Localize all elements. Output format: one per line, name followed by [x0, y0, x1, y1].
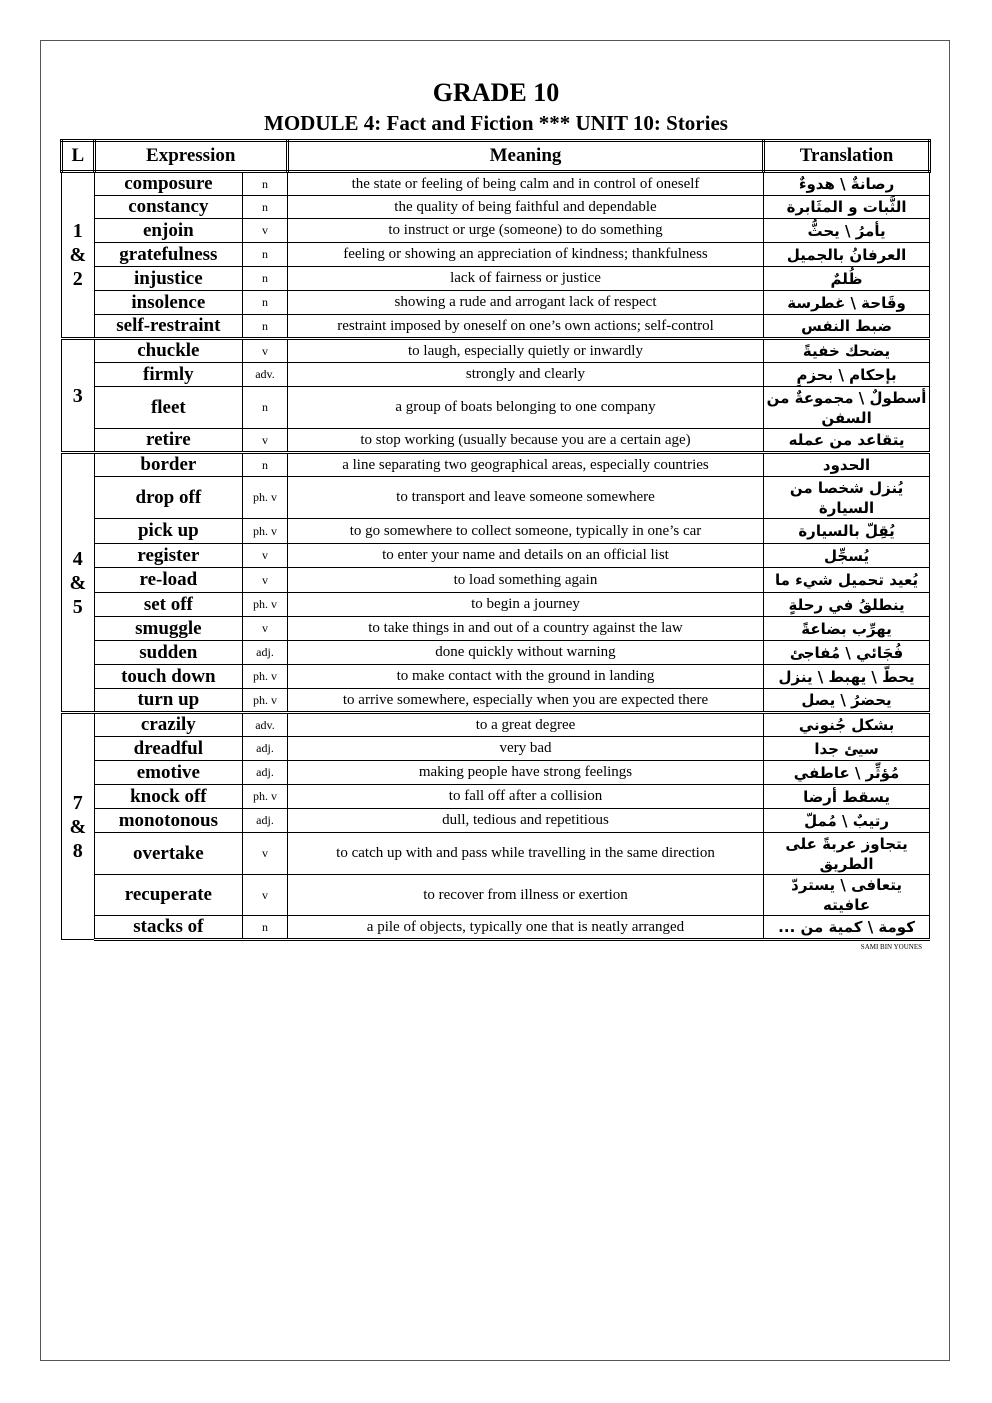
header-expression: Expression [94, 141, 287, 172]
lesson-cell [62, 172, 95, 339]
meaning-cell: to stop working (usually because you are a certain age) [287, 429, 763, 453]
table-row [62, 477, 930, 519]
part-of-speech-cell: adv. [243, 713, 288, 737]
page-subtitle: MODULE 4: Fact and Fiction *** UNIT 10: Stories [264, 111, 728, 135]
translation-cell: يتعافى \ يستردّ عافيته [764, 875, 930, 916]
meaning-cell: to transport and leave someone somewhere [287, 477, 763, 519]
meaning-cell: to a great degree [287, 713, 763, 737]
expression-cell: smuggle [94, 617, 243, 641]
table-row [62, 568, 930, 593]
part-of-speech-cell: n [243, 267, 288, 291]
table-body [62, 172, 930, 940]
table-row [62, 196, 930, 219]
table-row [62, 219, 930, 243]
expression-cell: touch down [94, 665, 243, 689]
translation-cell: يتقاعد من عمله [764, 429, 930, 453]
part-of-speech-cell: ph. v [243, 519, 288, 544]
meaning-cell: to enter your name and details on an official list [287, 544, 763, 568]
table-row [62, 544, 930, 568]
header-lesson: L [62, 141, 95, 172]
part-of-speech-cell: v [243, 339, 288, 363]
part-of-speech-cell: v [243, 219, 288, 243]
meaning-cell: to fall off after a collision [287, 785, 763, 809]
expression-cell: border [94, 453, 243, 477]
part-of-speech-cell: n [243, 387, 288, 429]
table-row [62, 641, 930, 665]
expression-cell: knock off [94, 785, 243, 809]
lesson-number: & [69, 571, 87, 594]
translation-cell: وقَاحة \ غطرسة [764, 291, 930, 315]
part-of-speech-cell: v [243, 429, 288, 453]
lesson-number: & [69, 244, 87, 266]
meaning-cell: to arrive somewhere, especially when you are expected there [287, 689, 763, 713]
part-of-speech-cell: n [243, 196, 288, 219]
meaning-cell: strongly and clearly [287, 363, 763, 387]
part-of-speech-cell: adj. [243, 641, 288, 665]
part-of-speech-cell: ph. v [243, 785, 288, 809]
translation-cell: يُعيد تحميل شيء ما [764, 568, 930, 593]
part-of-speech-cell: v [243, 544, 288, 568]
translation-cell: الثَّبات و المثَابرة [764, 196, 930, 219]
meaning-cell: a pile of objects, typically one that is neatly arranged [287, 916, 763, 940]
part-of-speech-cell: ph. v [243, 665, 288, 689]
part-of-speech-cell: adj. [243, 761, 288, 785]
translation-cell: ظُلمٌ [764, 267, 930, 291]
meaning-cell: dull, tedious and repetitious [287, 809, 763, 833]
expression-cell: drop off [94, 477, 243, 519]
translation-cell: ضبط النفس [764, 315, 930, 339]
part-of-speech-cell: n [243, 243, 288, 267]
lesson-number: 2 [72, 268, 83, 290]
lesson-number: 1 [72, 220, 83, 242]
expression-cell: overtake [94, 833, 243, 875]
table-header-row [62, 141, 930, 172]
translation-cell: يهرِّب بضاعةً [764, 617, 930, 641]
part-of-speech-cell: n [243, 172, 288, 196]
table-row [62, 315, 930, 339]
table-row [62, 875, 930, 916]
part-of-speech-cell: v [243, 875, 288, 916]
translation-cell: يضحك خفيةً [764, 339, 930, 363]
table-row [62, 363, 930, 387]
translation-cell: ينطلقُ في رحلةٍ [764, 593, 930, 617]
translation-cell: بشكل جُنوني [764, 713, 930, 737]
table-row [62, 617, 930, 641]
lesson-number: & [69, 815, 87, 838]
lesson-number: 7 [72, 791, 83, 814]
table-row [62, 519, 930, 544]
expression-cell: composure [94, 172, 243, 196]
expression-cell: insolence [94, 291, 243, 315]
expression-cell: recuperate [94, 875, 243, 916]
expression-cell: injustice [94, 267, 243, 291]
table-row [62, 785, 930, 809]
meaning-cell: lack of fairness or justice [287, 267, 763, 291]
expression-cell: fleet [94, 387, 243, 429]
translation-cell: يتجاوز عربةً على الطريق [764, 833, 930, 875]
part-of-speech-cell: v [243, 568, 288, 593]
expression-cell: constancy [94, 196, 243, 219]
expression-cell: chuckle [94, 339, 243, 363]
meaning-cell: making people have strong feelings [287, 761, 763, 785]
table-row [62, 291, 930, 315]
lesson-number: 5 [72, 595, 83, 618]
table-row [62, 243, 930, 267]
table-row [62, 339, 930, 363]
lesson-cell [62, 453, 95, 713]
meaning-cell: a group of boats belonging to one company [287, 387, 763, 429]
translation-cell: كومة \ كمية من ... [764, 916, 930, 940]
translation-cell: مُؤثِّر \ عاطفي [764, 761, 930, 785]
table-row [62, 713, 930, 737]
expression-cell: gratefulness [94, 243, 243, 267]
meaning-cell: the state or feeling of being calm and in control of oneself [287, 172, 763, 196]
part-of-speech-cell: v [243, 617, 288, 641]
translation-cell: رتيبٌ \ مُملّ [764, 809, 930, 833]
meaning-cell: the quality of being faithful and dependable [287, 196, 763, 219]
translation-cell: يسقط أرضا [764, 785, 930, 809]
lesson-cell [62, 339, 95, 453]
part-of-speech-cell: n [243, 291, 288, 315]
lesson-number: 4 [72, 547, 83, 570]
translation-cell: أسطولٌ \ مجموعةٌ من السفن [764, 387, 930, 429]
translation-cell: سيئ جدا [764, 737, 930, 761]
expression-cell: retire [94, 429, 243, 453]
part-of-speech-cell: adv. [243, 363, 288, 387]
table-row [62, 429, 930, 453]
meaning-cell: restraint imposed by oneself on one’s own actions; self-control [287, 315, 763, 339]
table-row [62, 689, 930, 713]
expression-cell: firmly [94, 363, 243, 387]
table-row [62, 737, 930, 761]
table-row [62, 453, 930, 477]
page-title: GRADE 10 [432, 78, 560, 107]
meaning-cell: to load something again [287, 568, 763, 593]
expression-cell: pick up [94, 519, 243, 544]
translation-cell: يحطّ \ يهبط \ ينزل [764, 665, 930, 689]
meaning-cell: to recover from illness or exertion [287, 875, 763, 916]
expression-cell: sudden [94, 641, 243, 665]
part-of-speech-cell: n [243, 916, 288, 940]
table-row [62, 387, 930, 429]
part-of-speech-cell: ph. v [243, 477, 288, 519]
table-row [62, 172, 930, 196]
meaning-cell: to laugh, especially quietly or inwardly [287, 339, 763, 363]
table-row [62, 761, 930, 785]
translation-cell: يأمرُ \ يحثُّ [764, 219, 930, 243]
meaning-cell: to make contact with the ground in landing [287, 665, 763, 689]
translation-cell: رصانةٌ \ هدوءٌ [764, 172, 930, 196]
meaning-cell: feeling or showing an appreciation of kindness; thankfulness [287, 243, 763, 267]
table-row [62, 665, 930, 689]
meaning-cell: to begin a journey [287, 593, 763, 617]
lesson-number: 8 [72, 839, 83, 862]
translation-cell: يُقِلّ بالسيارة [764, 519, 930, 544]
translation-cell: يحضرُ \ يصل [764, 689, 930, 713]
lesson-number: 3 [72, 384, 83, 407]
part-of-speech-cell: ph. v [243, 689, 288, 713]
translation-cell: يُنزل شخصا من السيارة [764, 477, 930, 519]
part-of-speech-cell: v [243, 833, 288, 875]
expression-cell: set off [94, 593, 243, 617]
meaning-cell: to catch up with and pass while travelling in the same direction [287, 833, 763, 875]
expression-cell: self-restraint [94, 315, 243, 339]
table-row [62, 809, 930, 833]
expression-cell: monotonous [94, 809, 243, 833]
part-of-speech-cell: ph. v [243, 593, 288, 617]
expression-cell: enjoin [94, 219, 243, 243]
table-row [62, 916, 930, 940]
meaning-cell: to take things in and out of a country against the law [287, 617, 763, 641]
table-row [62, 593, 930, 617]
vocabulary-table [60, 139, 931, 941]
translation-cell: الحدود [764, 453, 930, 477]
header-meaning: Meaning [287, 141, 763, 172]
meaning-cell: a line separating two geographical areas, especially countries [287, 453, 763, 477]
part-of-speech-cell: adj. [243, 809, 288, 833]
lesson-cell [62, 713, 95, 940]
expression-cell: re-load [94, 568, 243, 593]
expression-cell: dreadful [94, 737, 243, 761]
part-of-speech-cell: n [243, 315, 288, 339]
meaning-cell: very bad [287, 737, 763, 761]
meaning-cell: to instruct or urge (someone) to do something [287, 219, 763, 243]
expression-cell: emotive [94, 761, 243, 785]
expression-cell: register [94, 544, 243, 568]
meaning-cell: to go somewhere to collect someone, typically in one’s car [287, 519, 763, 544]
table-row [62, 833, 930, 875]
expression-cell: turn up [94, 689, 243, 713]
expression-cell: stacks of [94, 916, 243, 940]
meaning-cell: showing a rude and arrogant lack of respect [287, 291, 763, 315]
translation-cell: العرفانُ بالجميل [764, 243, 930, 267]
expression-cell: crazily [94, 713, 243, 737]
translation-cell: يُسجِّل [764, 544, 930, 568]
part-of-speech-cell: adj. [243, 737, 288, 761]
part-of-speech-cell: n [243, 453, 288, 477]
author-credit: SAMI BIN YOUNES [860, 943, 922, 951]
meaning-cell: done quickly without warning [287, 641, 763, 665]
translation-cell: بإحكام \ بحزمٍ [764, 363, 930, 387]
header-translation: Translation [764, 141, 930, 172]
table-row [62, 267, 930, 291]
translation-cell: فُجَائي \ مُفاجئ [764, 641, 930, 665]
